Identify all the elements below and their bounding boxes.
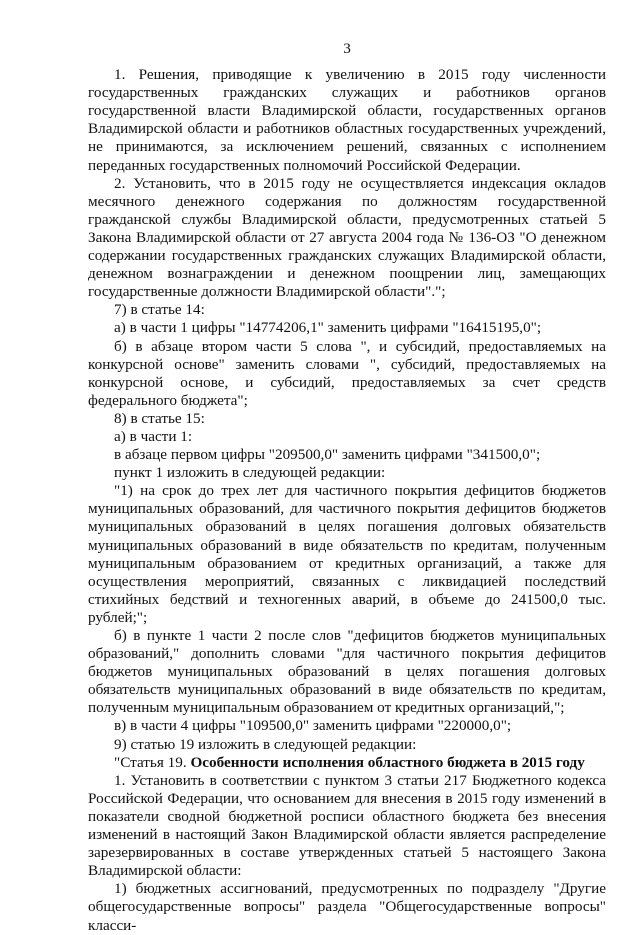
paragraph-14: 1. Установить в соответствии с пунктом 3 статьи 217 Бюджетного кодекса Российской Федерации, что основанием для внесения в 2015 году изменений в показатели сводной бюджетной росписи областного бюджета без внесения изменений в настоящий Закон Владимирской области является распределение зарезервированных в составе утвержденных статьей 5 настоящего Закона Владимирской области:	[88, 771, 606, 880]
page-number: 3	[343, 40, 351, 57]
paragraph-12: в) в части 4 цифры "109500,0" заменить цифрами "220000,0";	[114, 717, 512, 735]
paragraph-8: в абзаце первом цифры "209500,0" заменить цифрами "341500,0";	[114, 446, 541, 464]
paragraph-3: 7) в статье 14:	[114, 301, 205, 319]
paragraph-13: 9) статью 19 изложить в следующей редакции:	[114, 735, 417, 753]
paragraph-6: 8) в статье 15:	[114, 409, 205, 427]
paragraph-5: б) в абзаце втором части 5 слова ", и субсидий, предоставляемых на конкурсной основе" заменить словами ", субсидий, предоставляемых на конкурсной основе, и субсидий, предоставляемых за счет средств федерального бюджета";	[88, 337, 606, 409]
paragraph-10: "1) на срок до трех лет для частичного покрытия дефицитов бюджетов муниципальных образований, для частичного покрытия дефицитов бюджетов муниципальных образований в целях погашения долговых обязательств муниципальных образований в виде обязательств по кредитам, полученным муниципальным образованием от кредитных организаций, а также для осуществления мероприятий, связанных с ликвидацией последствий стихийных бедствий и техногенных аварий, в объеме до 241500,0 тыс. рублей;";	[88, 482, 606, 626]
paragraph-9: пункт 1 изложить в следующей редакции:	[114, 464, 386, 482]
paragraph-15: 1) бюджетных ассигнований, предусмотренных по подразделу "Другие общегосударственные вопросы" раздела "Общегосударственные вопросы" класси-	[88, 880, 606, 934]
paragraph-2: 2. Установить, что в 2015 году не осуществляется индексация окладов месячного денежного содержания по должностям государственной гражданской службы Владимирской области, предусмотренных статьей 5 Закона Владимирской области от 27 августа 2004 года № 136-ОЗ "О денежном содержании государственных гражданских служащих Владимирской области, денежном вознаграждении и денежном поощрении лиц, замещающих государственные должности Владимирской области".";	[88, 174, 606, 301]
paragraph-11: б) в пункте 1 части 2 после слов "дефицитов бюджетов муниципальных образований," дополнить словами "для частичного покрытия дефицитов бюджетов муниципальных образований в целях погашения долговых обязательств муниципальных образований в виде обязательств по кредитам, полученным муниципальным образованием от кредитных организаций,";	[88, 627, 606, 717]
article-prefix: "Статья 19.	[114, 753, 191, 771]
article-heading	[88, 754, 606, 772]
article-title: Особенности исполнения областного бюджета в 2015 году	[190, 753, 585, 771]
paragraph-4: а) в части 1 цифры "14774206,1" заменить цифрами "16415195,0";	[114, 319, 542, 337]
paragraph-7: а) в части 1:	[114, 427, 193, 445]
paragraph-1: 1. Решения, приводящие к увеличению в 2015 году численности государственных гражданских служащих и работников органов государственной власти Владимирской области, государственных органов Владимирской области и работников областных государственных учреждений, не принимаются, за исключением решений, связанных с исполнением переданных государственных полномочий Российской Федерации.	[88, 66, 606, 174]
